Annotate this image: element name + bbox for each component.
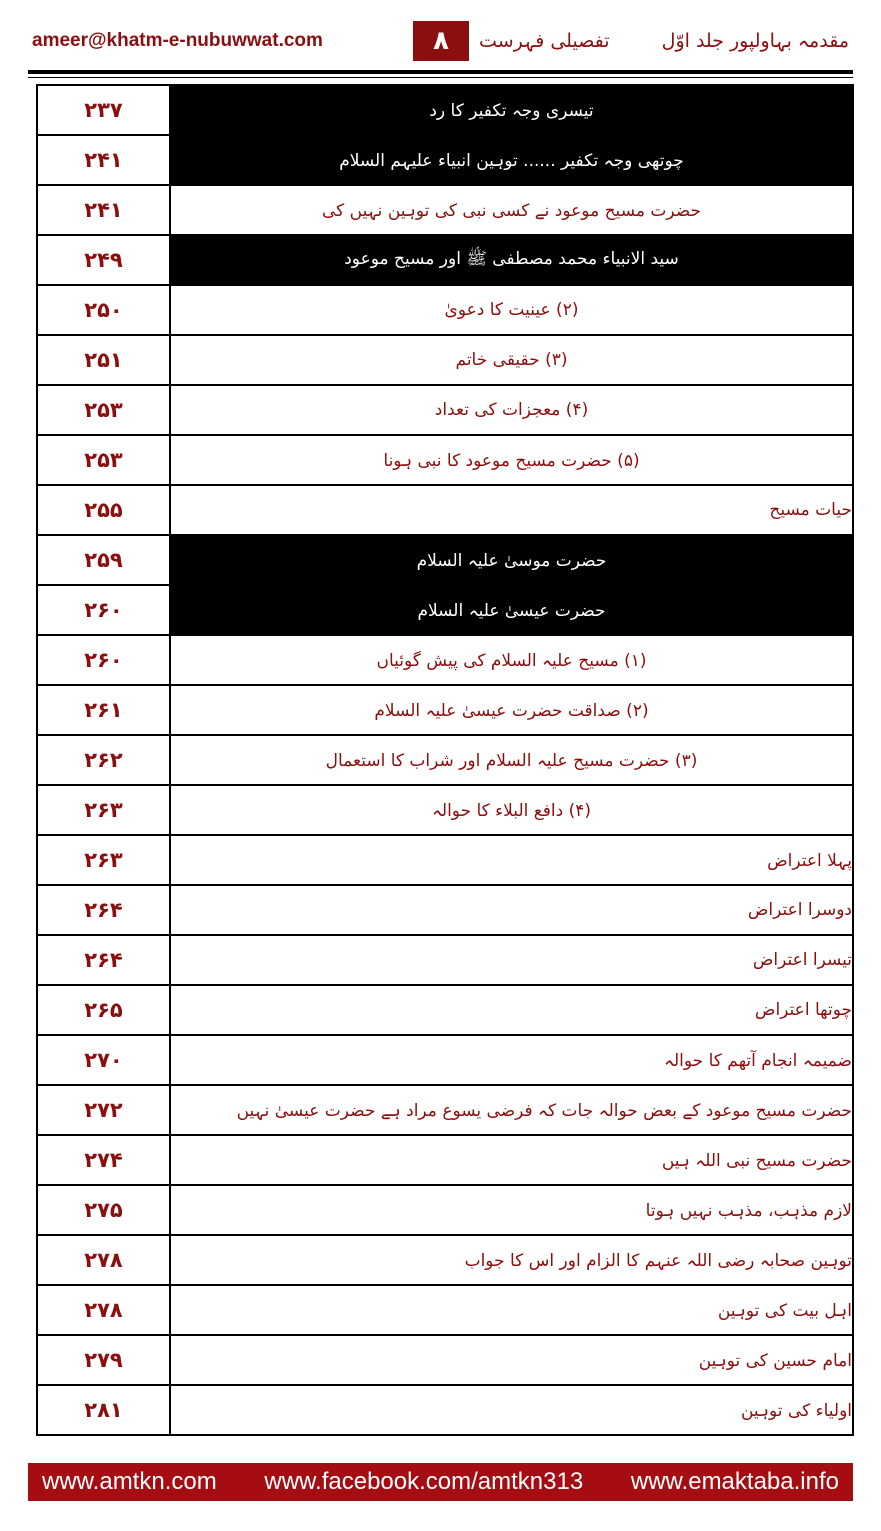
toc-row[interactable] xyxy=(37,535,853,585)
page-header xyxy=(0,0,881,70)
toc-page-number: ۲۶۰ xyxy=(37,635,170,685)
toc-row[interactable] xyxy=(37,135,853,185)
toc-page-number: ۲۶۵ xyxy=(37,985,170,1035)
toc-entry-title: تیسرا اعتراض xyxy=(170,935,853,985)
toc-page-number: ۲۵۳ xyxy=(37,435,170,485)
toc-page-number: ۲۵۳ xyxy=(37,385,170,435)
toc-row[interactable] xyxy=(37,335,853,385)
toc-row[interactable] xyxy=(37,635,853,685)
toc-row[interactable] xyxy=(37,435,853,485)
toc-entry-title: تیسری وجہ تکفیر کا رد xyxy=(170,85,853,135)
toc-row[interactable] xyxy=(37,235,853,285)
table-of-contents xyxy=(36,84,854,1436)
toc-page-number: ۲۶۳ xyxy=(37,785,170,835)
toc-entry-title: لازم مذہب، مذہب نہیں ہوتا xyxy=(170,1185,853,1235)
toc-entry-title: چوتھی وجہ تکفیر ...... توہین انبیاء علیہم السلام xyxy=(170,135,853,185)
toc-entry-title: ضمیمہ انجام آتھم کا حوالہ xyxy=(170,1035,853,1085)
toc-page-number: ۲۵۵ xyxy=(37,485,170,535)
toc-entry-title: حیات مسیح xyxy=(170,485,853,535)
toc-row[interactable] xyxy=(37,985,853,1035)
toc-row[interactable] xyxy=(37,885,853,935)
toc-row[interactable] xyxy=(37,185,853,235)
toc-entry-title: اہل بیت کی توہین xyxy=(170,1285,853,1335)
toc-row[interactable] xyxy=(37,1185,853,1235)
toc-entry-title: اولیاء کی توہین xyxy=(170,1385,853,1435)
toc-row[interactable] xyxy=(37,1285,853,1335)
toc-page-number: ۲۶۱ xyxy=(37,685,170,735)
toc-row[interactable] xyxy=(37,1085,853,1135)
toc-entry-title: (۴) دافع البلاء کا حوالہ xyxy=(170,785,853,835)
email-address[interactable]: ameer@khatm-e-nubuwwat.com xyxy=(32,30,323,51)
toc-page-number: ۲۵۹ xyxy=(37,535,170,585)
toc-row[interactable] xyxy=(37,785,853,835)
footer-link-amtkn[interactable]: www.amtkn.com xyxy=(42,1468,217,1495)
toc-page-number: ۲۸۱ xyxy=(37,1385,170,1435)
page-footer xyxy=(28,1463,853,1501)
toc-page-number: ۲۶۳ xyxy=(37,835,170,885)
toc-entry-title: چوتھا اعتراض xyxy=(170,985,853,1035)
toc-page-number: ۲۷۸ xyxy=(37,1235,170,1285)
page-number: ۸ xyxy=(413,21,469,61)
toc-page-number: ۲۶۲ xyxy=(37,735,170,785)
toc-row[interactable] xyxy=(37,835,853,885)
toc-entry-title: (۵) حضرت مسیح موعود کا نبی ہونا xyxy=(170,435,853,485)
toc-entry-title: (۴) معجزات کی تعداد xyxy=(170,385,853,435)
toc-page-number: ۲۶۰ xyxy=(37,585,170,635)
toc-entry-title: حضرت مسیح موعود نے کسی نبی کی توہین نہیں کی xyxy=(170,185,853,235)
toc-entry-title: حضرت عیسیٰ علیہ السلام xyxy=(170,585,853,635)
toc-page-number: ۲۶۴ xyxy=(37,935,170,985)
footer-link-emaktaba[interactable]: www.emaktaba.info xyxy=(630,1468,839,1495)
toc-entry-title: حضرت مسیح نبی اللہ ہیں xyxy=(170,1135,853,1185)
toc-entry-title: امام حسین کی توہین xyxy=(170,1335,853,1385)
toc-page-number: ۲۷۹ xyxy=(37,1335,170,1385)
toc-row[interactable] xyxy=(37,1335,853,1385)
toc-row[interactable] xyxy=(37,1235,853,1285)
toc-row[interactable] xyxy=(37,485,853,535)
toc-page-number: ۲۴۱ xyxy=(37,135,170,185)
toc-page-number: ۲۵۱ xyxy=(37,335,170,385)
toc-row[interactable] xyxy=(37,585,853,635)
toc-entry-title: توہین صحابہ رضی اللہ عنہم کا الزام اور اس کا جواب xyxy=(170,1235,853,1285)
toc-entry-title: (۲) عینیت کا دعویٰ xyxy=(170,285,853,335)
toc-entry-title: پہلا اعتراض xyxy=(170,835,853,885)
header-rule-thin xyxy=(28,77,853,78)
toc-entry-title: سید الانبیاء محمد مصطفی ﷺ اور مسیح موعود xyxy=(170,235,853,285)
toc-entry-title: (۲) صداقت حضرت عیسیٰ علیہ السلام xyxy=(170,685,853,735)
toc-row[interactable] xyxy=(37,385,853,435)
toc-entry-title: (۳) حقیقی خاتم xyxy=(170,335,853,385)
header-rule-thick xyxy=(28,70,853,74)
toc-entry-title: دوسرا اعتراض xyxy=(170,885,853,935)
toc-entry-title: حضرت مسیح موعود کے بعض حوالہ جات کہ فرضی یسوع مراد ہے حضرت عیسیٰ نہیں xyxy=(170,1085,853,1135)
toc-page-number: ۲۴۹ xyxy=(37,235,170,285)
footer-link-facebook[interactable]: www.facebook.com/amtkn313 xyxy=(264,1468,584,1495)
toc-entry-title: حضرت موسیٰ علیہ السلام xyxy=(170,535,853,585)
toc-page-number: ۲۴۱ xyxy=(37,185,170,235)
toc-entry-title: (۳) حضرت مسیح علیہ السلام اور شراب کا استعمال xyxy=(170,735,853,785)
toc-row[interactable] xyxy=(37,1035,853,1085)
toc-row[interactable] xyxy=(37,935,853,985)
section-title: تفصیلی فہرست xyxy=(479,30,610,52)
toc-page-number: ۲۷۰ xyxy=(37,1035,170,1085)
book-title: مقدمہ بہاولپور جلد اوّل xyxy=(661,30,849,52)
toc-row[interactable] xyxy=(37,735,853,785)
toc-page-number: ۲۶۴ xyxy=(37,885,170,935)
toc-page-number: ۲۷۵ xyxy=(37,1185,170,1235)
toc-row[interactable] xyxy=(37,685,853,735)
toc-row[interactable] xyxy=(37,1385,853,1435)
toc-row[interactable] xyxy=(37,85,853,135)
toc-row[interactable] xyxy=(37,285,853,335)
running-title xyxy=(479,30,849,52)
toc-page-number: ۲۳۷ xyxy=(37,85,170,135)
toc-row[interactable] xyxy=(37,1135,853,1185)
toc-entry-title: (۱) مسیح علیہ السلام کی پیش گوئیاں xyxy=(170,635,853,685)
toc-page-number: ۲۷۴ xyxy=(37,1135,170,1185)
toc-page-number: ۲۷۲ xyxy=(37,1085,170,1135)
toc-page-number: ۲۵۰ xyxy=(37,285,170,335)
toc-page-number: ۲۷۸ xyxy=(37,1285,170,1335)
